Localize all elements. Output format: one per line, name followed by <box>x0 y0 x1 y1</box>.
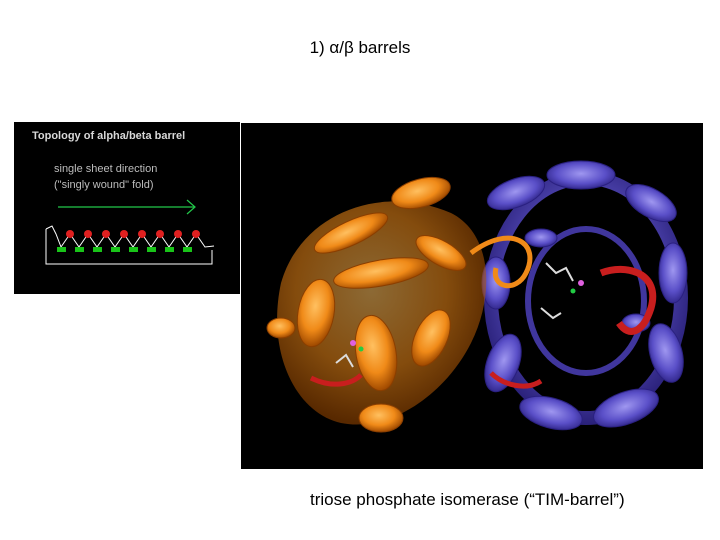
slide-title: 1) α/β barrels <box>309 38 411 57</box>
topology-title: Topology of alpha/beta barrel <box>32 130 186 142</box>
slide-caption: triose phosphate isomerase (“TIM-barrel”) <box>310 490 625 509</box>
strand-marker <box>93 247 102 252</box>
helix-marker <box>84 230 92 238</box>
topology-diagram <box>14 122 240 294</box>
helix-marker <box>102 230 110 238</box>
helix-marker <box>156 230 164 238</box>
topology-note-line1: single sheet direction <box>54 163 158 175</box>
strand-marker <box>147 247 156 252</box>
strand-marker <box>57 247 66 252</box>
helix-marker <box>174 230 182 238</box>
strand-markers <box>57 247 192 252</box>
strand-marker <box>183 247 192 252</box>
helix-marker <box>66 230 74 238</box>
sheet-direction-arrow <box>58 200 195 214</box>
helix-marker <box>138 230 146 238</box>
topology-diagram-panel <box>14 122 240 294</box>
helix-marker <box>120 230 128 238</box>
blue-barrel-domain <box>478 161 690 436</box>
protein-structure-image <box>241 123 703 469</box>
strand-marker <box>111 247 120 252</box>
helix-markers <box>66 230 200 238</box>
tim-barrel-ribbon-illustration <box>241 123 703 469</box>
topology-note-line2: ("singly wound" fold) <box>54 179 154 191</box>
strand-marker <box>165 247 174 252</box>
strand-marker <box>129 247 138 252</box>
helix-marker <box>192 230 200 238</box>
strand-marker <box>75 247 84 252</box>
